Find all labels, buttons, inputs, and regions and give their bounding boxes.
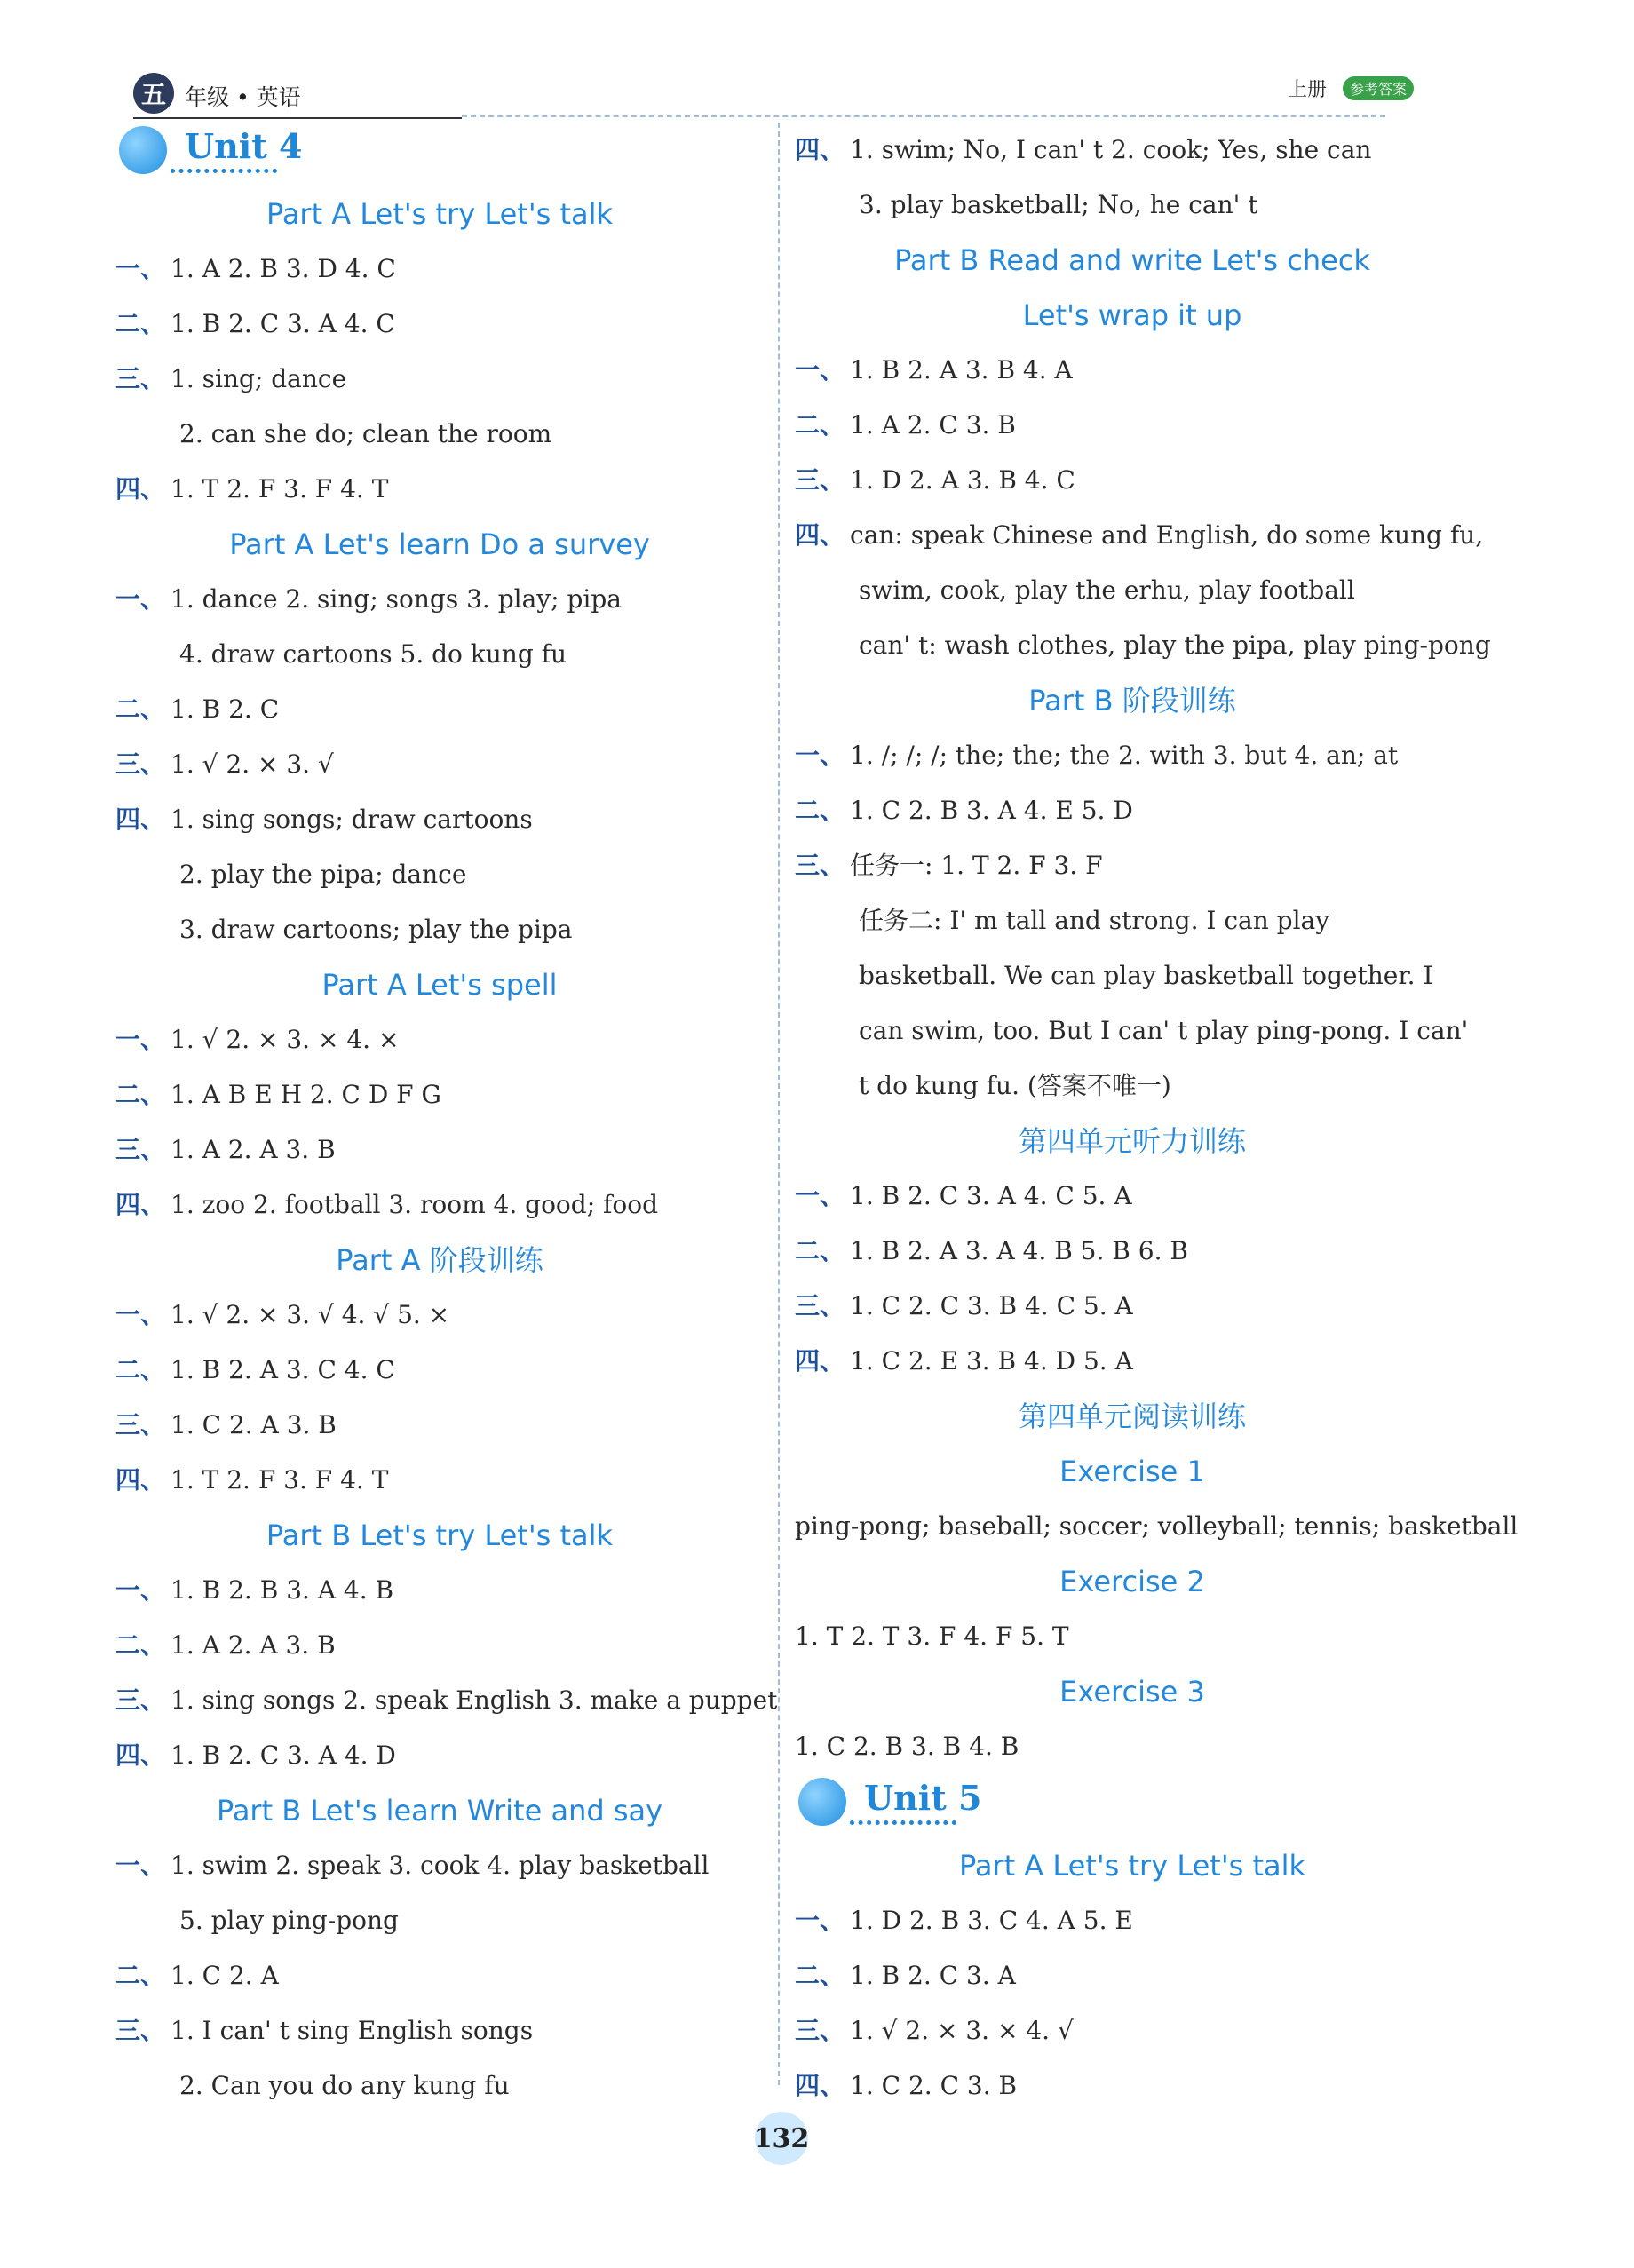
question-number: 一、: [795, 1906, 845, 1935]
answer-text: 1. T 2. F 3. F 4. T: [171, 474, 389, 504]
answer-text: 1. D 2. A 3. B 4. C: [850, 465, 1075, 495]
section-title: Part A Let's spell: [321, 968, 558, 1002]
answer-text: 1. C 2. A: [171, 1961, 279, 1990]
answer-text: 1. A 2. C 3. B: [850, 410, 1016, 440]
answer-line: [795, 1279, 1470, 1334]
question-number: 四、: [115, 1465, 166, 1495]
section-title: Part B Let's try Let's talk: [266, 1519, 614, 1552]
section-title: Exercise 2: [1059, 1565, 1205, 1598]
answer-line-continued: can' t: wash clothes, play the pipa, play ping-pong: [859, 630, 1491, 660]
question-number: 一、: [795, 355, 845, 385]
section-title: Part A 阶段训练: [336, 1243, 543, 1277]
answer-text: 1. A 2. A 3. B: [171, 1135, 336, 1164]
answer-paragraph: 任务二: I' m tall and strong. I can play basketball. We can play basketball together. I can swim, too. But I can' t play ping-pong. I can' t do kung fu. (答案不唯一): [859, 906, 1469, 1100]
answer-text: 1. D 2. B 3. C 4. A 5. E: [850, 1906, 1133, 1935]
question-number: 二、: [795, 1236, 845, 1265]
answer-text: 1. B 2. A 3. C 4. C: [171, 1355, 395, 1384]
question-number: 四、: [795, 1346, 845, 1376]
answer-line: [115, 2003, 764, 2058]
question-number: 四、: [115, 1190, 166, 1219]
answer-text: 1. A B E H 2. C D F G: [171, 1080, 441, 1109]
header-dashed-rule: [462, 115, 1385, 117]
question-number: 三、: [115, 1685, 166, 1715]
answer-line: [115, 297, 764, 352]
answer-text: 1. B 2. A 3. B 4. A: [850, 355, 1073, 385]
section-title: 第四单元听力训练: [1018, 1124, 1246, 1158]
answer-text: 1. C 2. E 3. B 4. D 5. A: [850, 1346, 1133, 1376]
question-number: 一、: [115, 1575, 166, 1605]
answer-line: [115, 1288, 764, 1343]
answer-text: 1. swim 2. speak 3. cook 4. play basketball: [171, 1851, 710, 1880]
answer-text: 1. zoo 2. football 3. room 4. good; food: [171, 1190, 659, 1219]
question-number: 三、: [115, 1135, 166, 1164]
answer-text: 1. B 2. C 3. A 4. D: [171, 1741, 396, 1770]
answer-line-continued: 2. can she do; clean the room: [179, 419, 552, 448]
answer-line: [115, 1728, 764, 1783]
question-number: 四、: [795, 520, 845, 550]
section-title: Part B Let's learn Write and say: [216, 1794, 663, 1828]
answer-line: [115, 1673, 778, 1728]
answer-line: [115, 1398, 764, 1453]
answer-line: [795, 838, 1470, 893]
answer-line: [795, 453, 1470, 508]
answer-line: [115, 1122, 764, 1178]
question-number: 三、: [795, 1291, 845, 1320]
question-number: 二、: [115, 694, 166, 724]
answer-line-plain: 1. T 2. T 3. F 4. F 5. T: [795, 1622, 1069, 1651]
question-number: 二、: [795, 410, 845, 440]
answer-text: 1. /; /; /; the; the; the 2. with 3. but 4. an; at: [850, 741, 1399, 770]
answer-text: 任务一: 1. T 2. F 3. F: [850, 851, 1103, 880]
answer-line: [795, 1948, 1470, 2003]
answer-line: [795, 343, 1470, 398]
unit-heading: [115, 123, 764, 179]
answer-text: can: speak Chinese and English, do some kung fu,: [850, 520, 1484, 550]
answer-text: 1. √ 2. × 3. √ 4. √ 5. ×: [171, 1300, 450, 1329]
answer-line: [115, 242, 764, 297]
section-title: Part B Read and write Let's check: [894, 243, 1370, 277]
answer-text: 1. C 2. B 3. A 4. E 5. D: [850, 796, 1133, 825]
question-number: 二、: [795, 796, 845, 825]
question-number: 一、: [795, 741, 845, 770]
question-number: 三、: [795, 465, 845, 495]
section-title: Part A Let's learn Do a survey: [229, 527, 650, 561]
answer-line-plain: 1. C 2. B 3. B 4. B: [795, 1732, 1019, 1761]
subject-label: 年级 • 英语: [185, 84, 301, 110]
answer-line: [115, 1838, 764, 1893]
page-number: 132: [755, 2112, 808, 2165]
answer-text: 1. sing; dance: [171, 364, 347, 393]
question-number: 一、: [115, 254, 166, 283]
question-number: 四、: [115, 805, 166, 834]
answer-line-continued: 3. play basketball; No, he can' t: [859, 190, 1258, 219]
answer-line-continued: 3. draw cartoons; play the pipa: [179, 915, 573, 944]
question-number: 二、: [115, 309, 166, 338]
answer-line: [795, 1169, 1470, 1224]
answer-line: [115, 1453, 764, 1508]
answer-text: 1. √ 2. × 3. √: [171, 749, 334, 779]
section-title: Let's wrap it up: [1022, 298, 1242, 332]
question-number: 三、: [115, 749, 166, 779]
grade-badge: 五: [133, 73, 174, 114]
question-number: 四、: [795, 2071, 845, 2100]
question-number: 二、: [115, 1080, 166, 1109]
unit-title: Unit 5: [864, 1778, 982, 1818]
question-number: 三、: [795, 2016, 845, 2045]
answer-line-plain: ping-pong; baseball; soccer; volleyball; tennis; basketball: [795, 1511, 1519, 1541]
answer-text: 1. B 2. C: [171, 694, 280, 724]
answer-text: 1. √ 2. × 3. × 4. √: [850, 2016, 1074, 2045]
column-divider: [778, 123, 780, 2085]
answer-line: [795, 398, 1470, 453]
answer-text: 1. √ 2. × 3. × 4. ×: [171, 1025, 400, 1054]
answer-text: 1. B 2. C 3. A 4. C 5. A: [850, 1181, 1132, 1210]
section-title: 第四单元阅读训练: [1018, 1400, 1246, 1433]
question-number: 二、: [795, 1961, 845, 1990]
term-label: 上册: [1288, 79, 1328, 101]
answer-text: 1. B 2. C 3. A: [850, 1961, 1016, 1990]
question-number: 四、: [115, 1741, 166, 1770]
question-number: 三、: [115, 364, 166, 393]
answer-line: [795, 1334, 1470, 1389]
answer-text: 1. B 2. C 3. A 4. C: [171, 309, 395, 338]
section-title: Part A Let's try Let's talk: [958, 1849, 1306, 1883]
answer-line: [115, 462, 764, 517]
answer-line: [115, 1948, 764, 2003]
answer-text: 1. swim; No, I can' t 2. cook; Yes, she can: [850, 135, 1372, 164]
unit-circle-icon: [798, 1778, 846, 1826]
answer-line-continued: 5. play ping-pong: [179, 1906, 399, 1935]
answer-text: 1. C 2. A 3. B: [171, 1410, 337, 1439]
answer-line: [795, 1893, 1470, 1948]
question-number: 四、: [795, 135, 845, 164]
answer-text: 1. B 2. B 3. A 4. B: [171, 1575, 394, 1605]
answer-text: 1. sing songs; draw cartoons: [171, 805, 533, 834]
answer-line: [795, 123, 1470, 178]
answer-line: [795, 2058, 1470, 2113]
answer-line: [115, 682, 764, 737]
answer-line-continued: swim, cook, play the erhu, play football: [859, 575, 1355, 605]
page-header: [133, 73, 1448, 117]
right-column: [795, 123, 1519, 2113]
answer-line: [795, 728, 1470, 783]
answer-text: 1. dance 2. sing; songs 3. play; pipa: [171, 584, 622, 614]
answer-line: [115, 792, 764, 847]
section-title: Exercise 1: [1059, 1455, 1205, 1488]
question-number: 三、: [115, 1410, 166, 1439]
answer-line: [115, 572, 764, 627]
answer-text: 1. sing songs 2. speak English 3. make a puppet: [171, 1685, 778, 1715]
answer-text: 1. T 2. F 3. F 4. T: [171, 1465, 389, 1495]
section-title: Part A Let's try Let's talk: [266, 197, 614, 231]
answers-badge: 参考答案: [1343, 76, 1414, 100]
question-number: 一、: [115, 1300, 166, 1329]
answer-text: 1. A 2. A 3. B: [171, 1630, 336, 1660]
answer-line: [115, 1563, 764, 1618]
answer-text: 1. C 2. C 3. B: [850, 2071, 1018, 2100]
answer-line: [795, 508, 1484, 563]
answer-line-continued: 4. draw cartoons 5. do kung fu: [179, 639, 567, 669]
unit-circle-icon: [119, 126, 167, 174]
unit-heading: [795, 1774, 1470, 1831]
answer-line: [795, 2003, 1470, 2058]
question-number: 二、: [115, 1961, 166, 1990]
answer-line: [115, 1618, 764, 1673]
section-title: Exercise 3: [1059, 1675, 1205, 1709]
answer-line: [795, 1224, 1470, 1279]
section-title: Part B 阶段训练: [1028, 684, 1236, 718]
answer-text: 1. C 2. C 3. B 4. C 5. A: [850, 1291, 1133, 1320]
unit-dots: [171, 169, 277, 173]
answer-line: [115, 1067, 764, 1122]
answer-line: [115, 737, 764, 792]
answer-line-continued: 2. Can you do any kung fu: [179, 2071, 510, 2100]
answer-text: 1. I can' t sing English songs: [171, 2016, 534, 2045]
question-number: 四、: [115, 474, 166, 504]
question-number: 一、: [115, 584, 166, 614]
question-number: 三、: [115, 2016, 166, 2045]
answer-line-continued: 2. play the pipa; dance: [179, 860, 467, 889]
answer-line: [115, 1178, 764, 1233]
answer-line: [795, 783, 1470, 838]
header-underline: [133, 117, 462, 119]
answer-line: [115, 1012, 764, 1067]
unit-title: Unit 4: [185, 126, 303, 166]
answer-text: 1. B 2. A 3. A 4. B 5. B 6. B: [850, 1236, 1188, 1265]
question-number: 一、: [115, 1025, 166, 1054]
left-column: [115, 123, 778, 2113]
question-number: 一、: [115, 1851, 166, 1880]
unit-dots: [850, 1820, 956, 1825]
answer-line: [115, 352, 764, 407]
answer-text: 1. A 2. B 3. D 4. C: [171, 254, 396, 283]
question-number: 三、: [795, 851, 845, 880]
question-number: 二、: [115, 1355, 166, 1384]
question-number: 一、: [795, 1181, 845, 1210]
question-number: 二、: [115, 1630, 166, 1660]
answer-line: [115, 1343, 764, 1398]
